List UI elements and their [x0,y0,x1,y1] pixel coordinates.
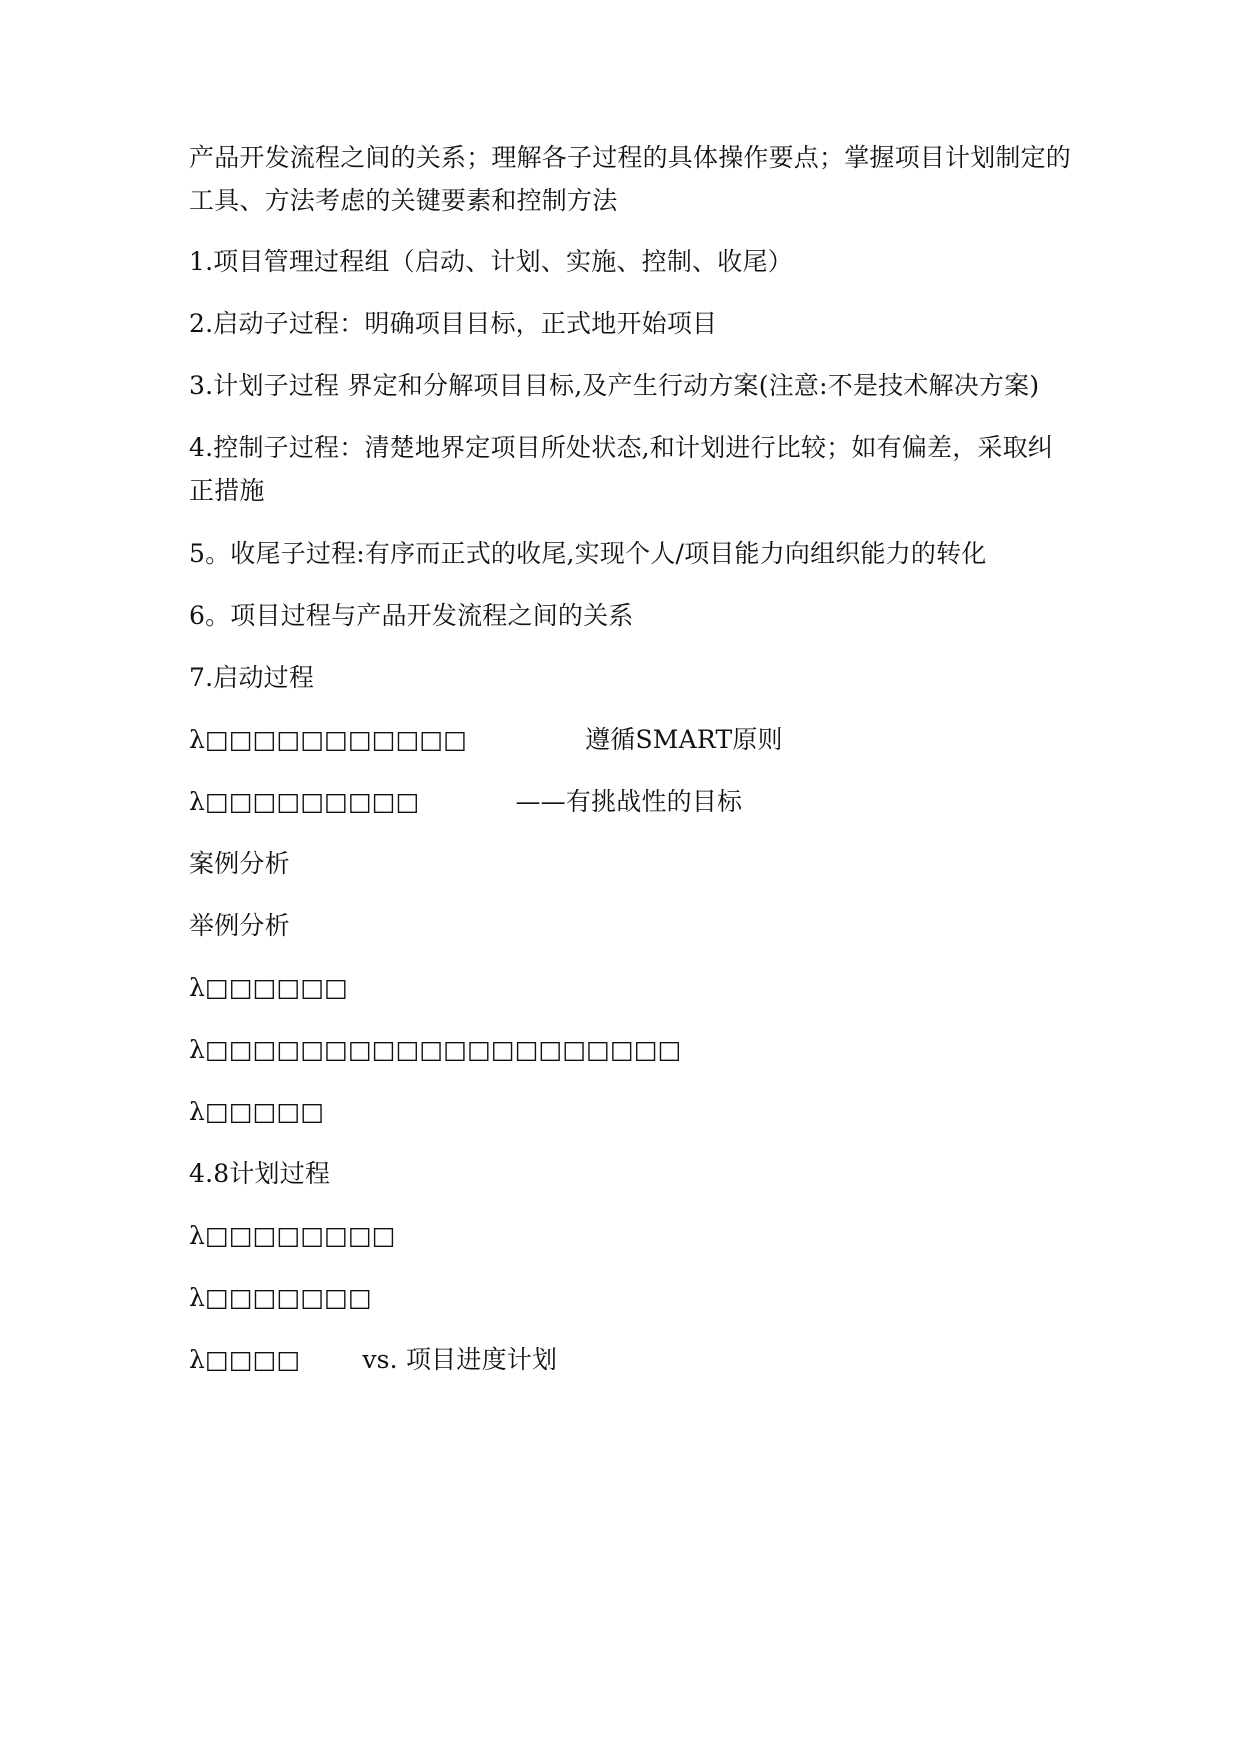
item-4-line-2: 正措施 [189,476,265,505]
bullet-2 [189,787,742,817]
case-analysis: 案例分析 [189,849,290,878]
item-4-line-1: 4.控制子过程：清楚地界定项目所处状态,和计划进行比较；如有偏差，采取纠 [189,433,1054,462]
bullet-1 [189,725,783,755]
bullet-2-text: ——有挑战性的目标 [515,787,743,816]
bullet-8 [189,1345,557,1375]
intro-line-2: 工具、方法考虑的关键要素和控制方法 [189,186,618,215]
example-analysis: 举例分析 [189,911,290,940]
intro-line-1: 产品开发流程之间的关系；理解各子过程的具体操作要点；掌握项目计划制定的 [189,143,1072,172]
item-6: 6。项目过程与产品开发流程之间的关系 [189,601,634,630]
bullet-2-prefix: λ□□□□□□□□□ [189,787,420,816]
item-5: 5。收尾子过程:有序而正式的收尾,实现个人/项目能力向组织能力的转化 [189,539,987,568]
bullet-5: λ□□□□□ [189,1097,325,1126]
item-1: 1.项目管理过程组（启动、计划、实施、控制、收尾） [189,247,793,276]
item-2: 2.启动子过程：明确项目目标，正式地开始项目 [189,309,718,338]
item-3: 3.计划子过程 界定和分解项目目标,及产生行动方案(注意:不是技术解决方案) [189,371,1040,400]
item-4-8: 4.8计划过程 [189,1159,331,1188]
item-7: 7.启动过程 [189,663,315,692]
bullet-3: λ□□□□□□ [189,973,348,1002]
bullet-7: λ□□□□□□□ [189,1283,372,1312]
bullet-8-prefix: λ□□□□ [189,1345,301,1374]
bullet-8-text: vs. 项目进度计划 [362,1345,558,1374]
bullet-4: λ□□□□□□□□□□□□□□□□□□□□ [189,1035,682,1064]
bullet-6: λ□□□□□□□□ [189,1221,396,1250]
bullet-1-prefix: λ□□□□□□□□□□□ [189,725,468,754]
bullet-1-text: 遵循SMART原则 [585,725,783,754]
